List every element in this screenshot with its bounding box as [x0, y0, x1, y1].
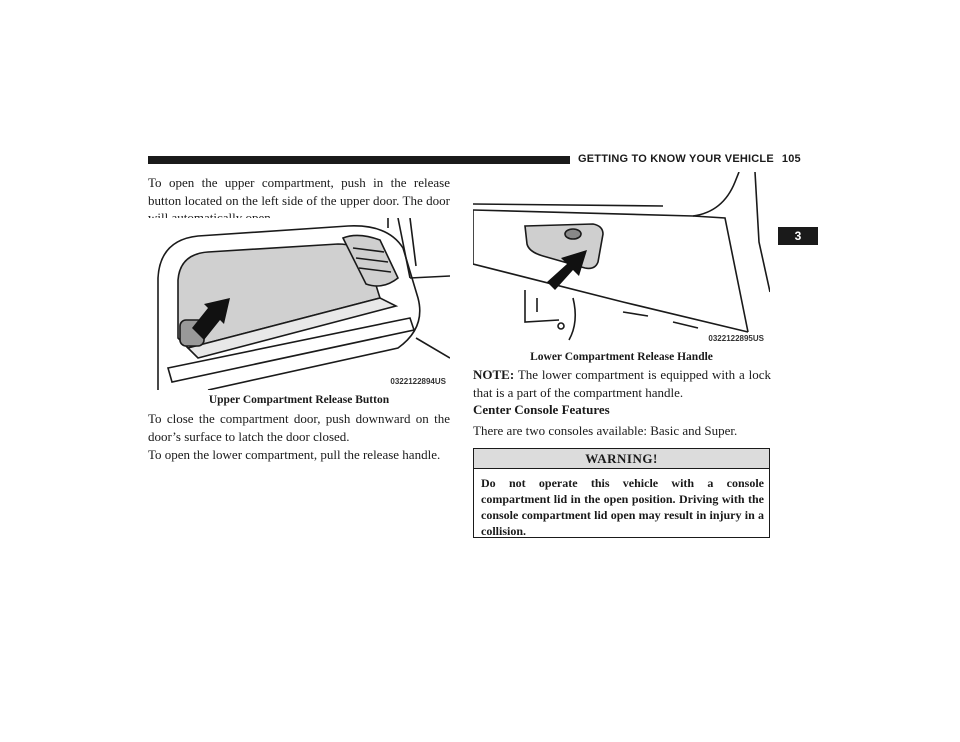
lower-figure-caption: Lower Compartment Release Handle: [530, 351, 713, 363]
upper-figure-caption: Upper Compartment Release Button: [208, 394, 390, 406]
warning-box: [473, 448, 770, 538]
note-paragraph: [473, 366, 771, 401]
page-number: 105: [781, 153, 801, 165]
close-paragraph: To close the compartment door, push downward on the door’s surface to latch the door closed.: [148, 411, 450, 444]
note-text: The lower compartment is equipped with a lock that is a part of the compartment handle.: [473, 367, 772, 400]
lower-paragraph: To open the lower compartment, pull the release handle.: [148, 447, 441, 462]
section-heading: Center Console Features: [473, 402, 610, 417]
running-header: [578, 153, 801, 165]
upper-compartment-illustration: [148, 218, 450, 390]
warning-title: WARNING!: [474, 449, 769, 469]
upper-compartment-figure: [148, 218, 450, 390]
warning-body: Do not operate this vehicle with a console compartment lid in the open position. Driving with the console compartment lid open may result in injury in a collision.: [481, 476, 764, 538]
figure-code: 0322122894US: [390, 377, 446, 386]
section-title: GETTING TO KNOW YOUR VEHICLE: [578, 153, 774, 165]
intro-paragraph: To open the upper compartment, push in the release button located on the left side of the upper door. The door: [148, 175, 450, 208]
lower-compartment-figure: [473, 172, 770, 347]
header-rule: [148, 156, 570, 164]
chapter-tab: 3: [778, 227, 818, 245]
figure-code: 0322122895US: [708, 334, 764, 343]
console-paragraph: There are two consoles available: Basic and Super.: [473, 423, 738, 438]
note-label: NOTE:: [473, 367, 515, 382]
lower-compartment-illustration: [473, 172, 770, 347]
